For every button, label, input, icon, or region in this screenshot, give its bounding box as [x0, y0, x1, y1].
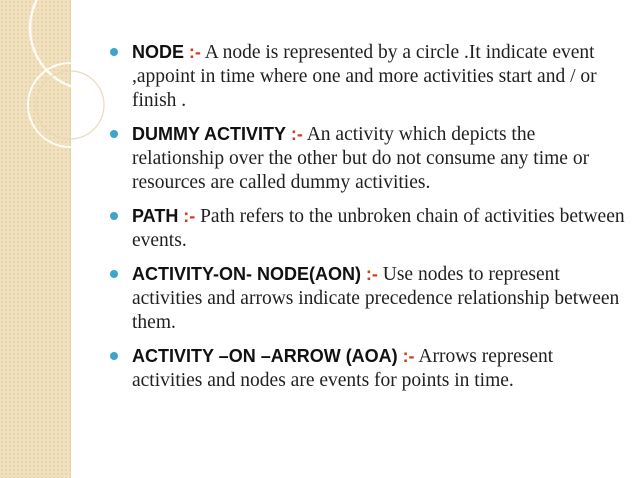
bullet-path — [100, 204, 625, 253]
term-aoa: ACTIVITY –ON –ARROW (AOA) — [132, 346, 398, 366]
definition-path: Path refers to the unbroken chain of activities between events. — [132, 206, 625, 251]
bullet-aoa — [100, 344, 625, 393]
term-dummy-activity: DUMMY ACTIVITY — [132, 124, 287, 144]
term-aon: ACTIVITY-ON- NODE(AON) — [132, 264, 361, 284]
bullet-dot-icon — [110, 270, 118, 278]
term-separator: :- — [402, 346, 415, 366]
decorative-circle-inner — [36, 71, 104, 139]
definition-node: A node is represented by a circle .It indicate event ,appoint in time where one and more activities start and / or finish . — [132, 42, 597, 111]
term-separator: :- — [365, 264, 378, 284]
bullet-dummy-activity — [100, 122, 625, 195]
bullet-dot-icon — [110, 352, 118, 360]
term-separator: :- — [188, 42, 201, 62]
term-separator: :- — [290, 124, 303, 144]
term-separator: :- — [183, 206, 196, 226]
definition-aoa: Arrows represent activities and nodes are events for points in time. — [132, 346, 554, 391]
definition-aon: Use nodes to represent activities and arrows indicate precedence relationship between them. — [132, 264, 620, 333]
slide-content — [100, 40, 625, 402]
bullet-dot-icon — [110, 130, 118, 138]
term-path: PATH — [132, 206, 179, 226]
bullet-node — [100, 40, 625, 113]
bullet-dot-icon — [110, 48, 118, 56]
bullet-dot-icon — [110, 212, 118, 220]
definition-dummy-activity: An activity which depicts the relationship over the other but do not consume any time or resources are called dummy activities. — [132, 124, 590, 193]
term-node: NODE — [132, 42, 185, 62]
bullet-aon — [100, 262, 625, 335]
